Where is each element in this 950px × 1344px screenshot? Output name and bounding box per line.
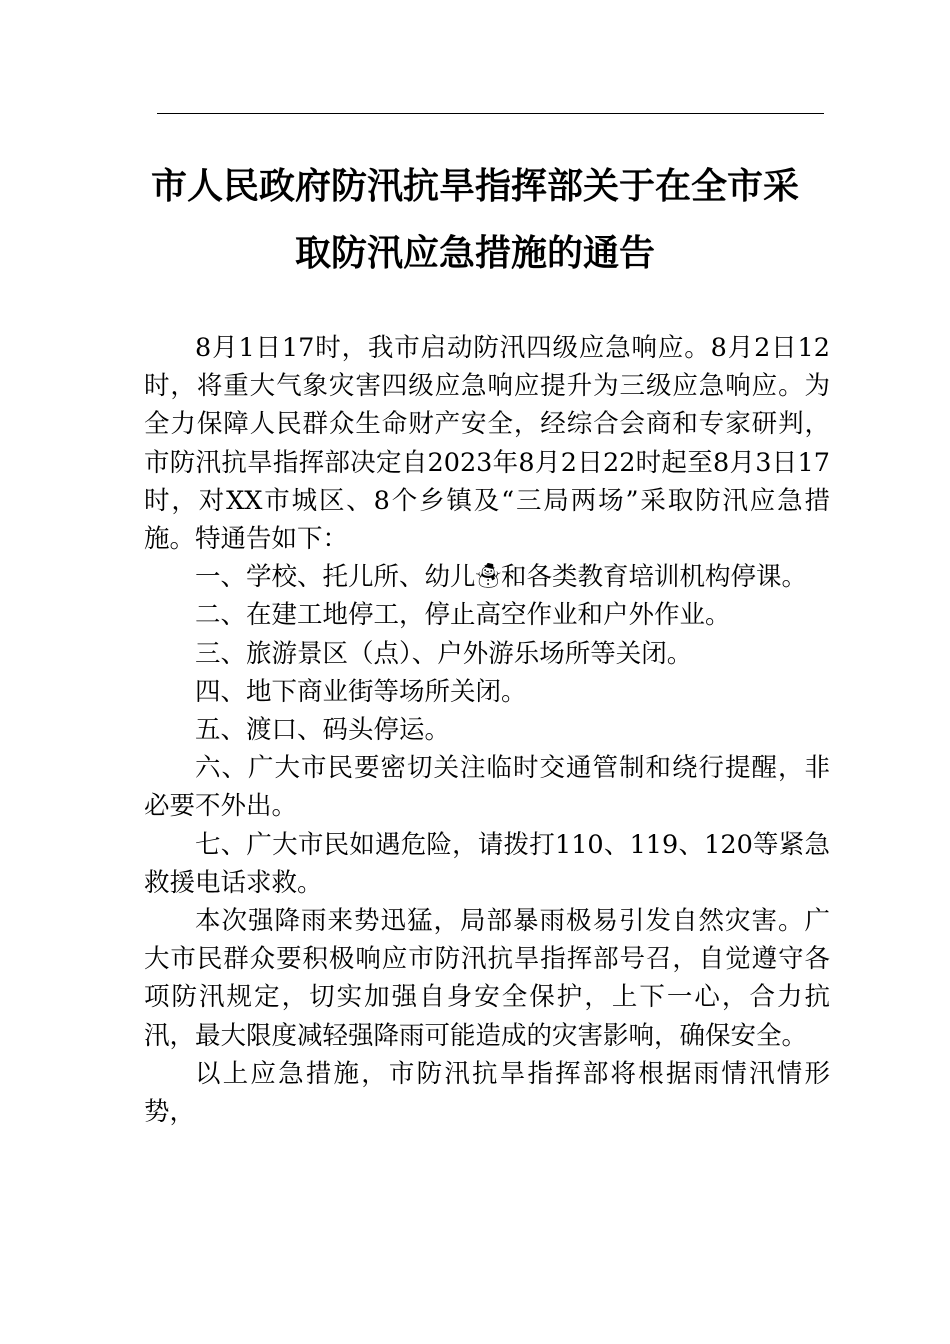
title-line-2: 取防汛应急措施的通告	[294, 232, 655, 274]
appeal-paragraph: 本次强降雨来势迅猛，局部暴雨极易引发自然灾害。广大市民群众要积极响应市防汛抗旱指挥部号召，自觉遵守各项防汛规定，切实加强自身安全保护，上下一心，合力抗汛，最大限度减轻强降雨可能造成的灾害影响，确保安全。	[144, 906, 830, 1051]
header-rule	[157, 113, 824, 114]
measure-item-2: 二、在建工地停工，停止高空作业和户外作业。	[195, 600, 731, 631]
notice-body	[144, 329, 830, 1131]
measure-item-7: 七、广大市民如遇危险，请拨打110、119、120等紧急救援电话求救。	[144, 829, 830, 898]
measure-item-6: 六、广大市民要密切关注临时交通管制和绕行提醒，非必要不外出。	[144, 753, 830, 822]
measure-item-1: 一、学校、托儿所、幼儿☃和各类教育培训机构停课。	[195, 562, 808, 593]
intro-paragraph: 8月1日17时，我市启动防汛四级应急响应。8月2日12 时，将重大气象灾害四级应急响应提升为三级应急响应。为全力保障人民群众生命财产安全，经综合会商和专家研判，市防汛抗旱指挥部决定自2023年8月2日22时起至8月3日17时，对XX市城区、8个乡镇及“三局两场”采取防汛应急措施。特通告如下：	[144, 333, 830, 555]
title-line-1: 市人民政府防汛抗旱指挥部关于在全市采	[150, 165, 799, 207]
measure-item-5: 五、渡口、码头停运。	[195, 715, 451, 746]
measure-item-4: 四、地下商业街等场所关闭。	[195, 676, 527, 707]
measure-item-3: 三、旅游景区（点）、户外游乐场所等关闭。	[195, 638, 693, 669]
closing-paragraph: 以上应急措施，市防汛抗旱指挥部将根据雨情汛情形势，	[144, 1058, 830, 1128]
